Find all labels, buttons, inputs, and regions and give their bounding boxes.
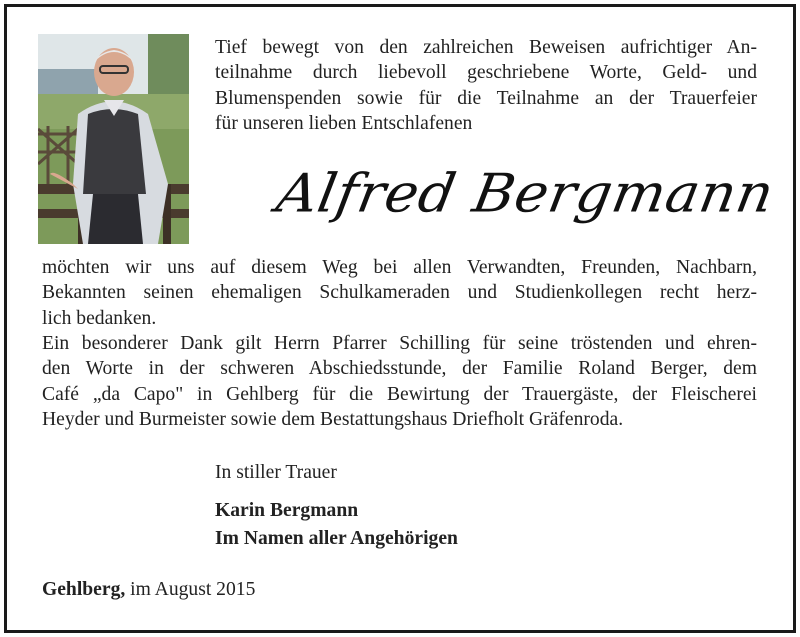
body-line: Ein besonderer Dank gilt Herrn Pfarrer Schilling für seine tröstenden und ehren- — [42, 333, 757, 354]
signature-family: Im Namen aller Angehörigen — [215, 528, 458, 549]
body-line: Heyder und Burmeister sowie dem Bestattungshaus Driefholt Gräfenroda. — [42, 409, 624, 430]
body-line: lich bedanken. — [42, 308, 157, 329]
intro-line: für unseren lieben Entschlafenen — [215, 113, 473, 134]
intro-line: teilnahme durch liebevoll geschriebene Worte, Geld- und — [215, 62, 757, 83]
deceased-name: Alfred Bergmann — [272, 163, 779, 225]
date: im August 2015 — [130, 579, 256, 600]
place: Gehlberg, — [42, 579, 126, 600]
portrait-photo — [38, 34, 189, 244]
intro-line: Blumenspenden sowie für die Teilnahme an der Trauerfeier — [215, 88, 757, 109]
body-line: den Worte in der schweren Abschiedsstunde, der Familie Roland Berger, dem — [42, 358, 757, 379]
body-line: Café „da Capo" in Gehlberg für die Bewirtung der Trauergäste, der Fleischerei — [42, 384, 757, 405]
body-line: Bekannten seinen ehemaligen Schulkameraden und Studienkollegen recht herz- — [42, 282, 757, 303]
signature-greeting: In stiller Trauer — [215, 462, 337, 483]
signature-name: Karin Bergmann — [215, 500, 359, 521]
intro-line: Tief bewegt von den zahlreichen Beweisen aufrichtiger An- — [215, 37, 757, 58]
place-date-line — [42, 577, 255, 602]
body-line: möchten wir uns auf diesem Weg bei allen Verwandten, Freunden, Nachbarn, — [42, 257, 757, 278]
